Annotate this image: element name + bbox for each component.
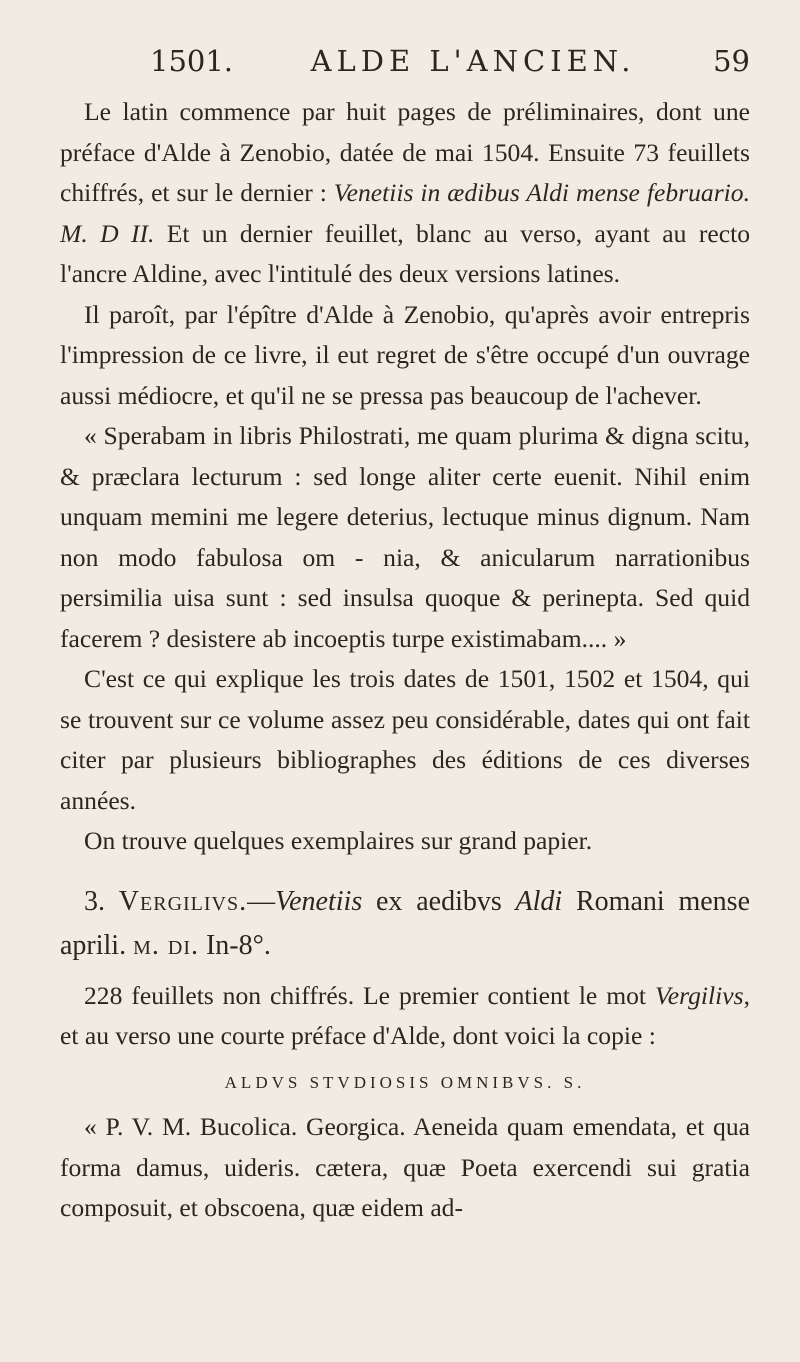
paragraph-preliminaires xyxy=(60,92,750,295)
paragraph-latin-quote: « Sperabam in libris Philostrati, me quam plurima & digna scitu, & præclara lecturum : sed longe aliter certe euenit. Nihil enim unquam memini me legere deterius, lectuque minus dignum. Nam non modo fabulosa om - nia, & anicularum narrationibus persimilia uisa sunt : sed insulsa quoque & perinepta. Sed quid facerem ? desistere ab incoeptis turpe existimabam.... » xyxy=(60,421,750,653)
vergilivs-word: Vergilivs xyxy=(654,980,744,1010)
header-year: 1501. xyxy=(150,44,234,78)
entry-number: 3. xyxy=(84,885,105,917)
colophon-text: Venetiis in ædibus Aldi mense februario. M. D II. xyxy=(60,178,750,248)
page-number: 59 xyxy=(713,44,750,78)
paragraph-text: Et un dernier feuillet, blanc au verso, ayant au recto l'ancre Aldine, avec l'intitulé des deux versions latines. xyxy=(60,218,750,288)
paragraph-preface-quote: « P. V. M. Bucolica. Georgica. Aeneida quam emendata, et qua forma damus, uideris. cætera, quæ Poeta exercendi sui gratia composuit, et obscoena, quæ eidem ad- xyxy=(60,1112,750,1222)
catalog-entry xyxy=(60,880,750,968)
page-body xyxy=(60,92,750,1229)
paragraph-text: , et au verso une courte préface d'Alde, dont voici la copie : xyxy=(60,980,750,1050)
entry-date: m. di. xyxy=(133,929,199,961)
running-header xyxy=(150,44,750,78)
paragraph-feuillets xyxy=(60,976,750,1057)
paragraph-dates: C'est ce qui explique les trois dates de 1501, 1502 et 1504, qui se trouvent sur ce volume assez peu considérable, dates qui ont fait citer par plusieurs bibliographes des éditions de ces diverses années. xyxy=(60,664,750,815)
entry-text: Romani mense aprili. xyxy=(60,885,750,961)
entry-name: Vergilivs. xyxy=(118,885,248,917)
entry-dash: — xyxy=(247,885,276,917)
paragraph-grand-papier: On trouve quelques exemplaires sur grand papier. xyxy=(84,826,593,855)
paragraph-text: Le latin commence par huit pages de préliminaires, dont une préface d'Alde à Zenobio, datée de mai 1504. Ensuite 73 feuillets chiffrés, et sur le dernier : xyxy=(60,97,750,207)
header-title: ALDE L'ANCIEN. xyxy=(310,44,636,78)
salutation: ALDVS STVDIOSIS OMNIBVS. S. xyxy=(224,1072,586,1092)
paragraph-text: 228 feuillets non chiffrés. Le premier contient le mot xyxy=(84,980,655,1010)
entry-aldi: Aldi xyxy=(515,885,563,917)
entry-format: In-8°. xyxy=(198,929,271,961)
entry-text: ex aedibvs xyxy=(362,885,516,917)
entry-place: Venetiis xyxy=(275,885,363,917)
paragraph-epitre: Il paroît, par l'épître d'Alde à Zenobio, qu'après avoir entrepris l'impression de ce livre, il eut regret de s'être occupé d'un ouvrage aussi médiocre, et qu'il ne se pressa pas beaucoup de l'achever. xyxy=(60,299,750,410)
